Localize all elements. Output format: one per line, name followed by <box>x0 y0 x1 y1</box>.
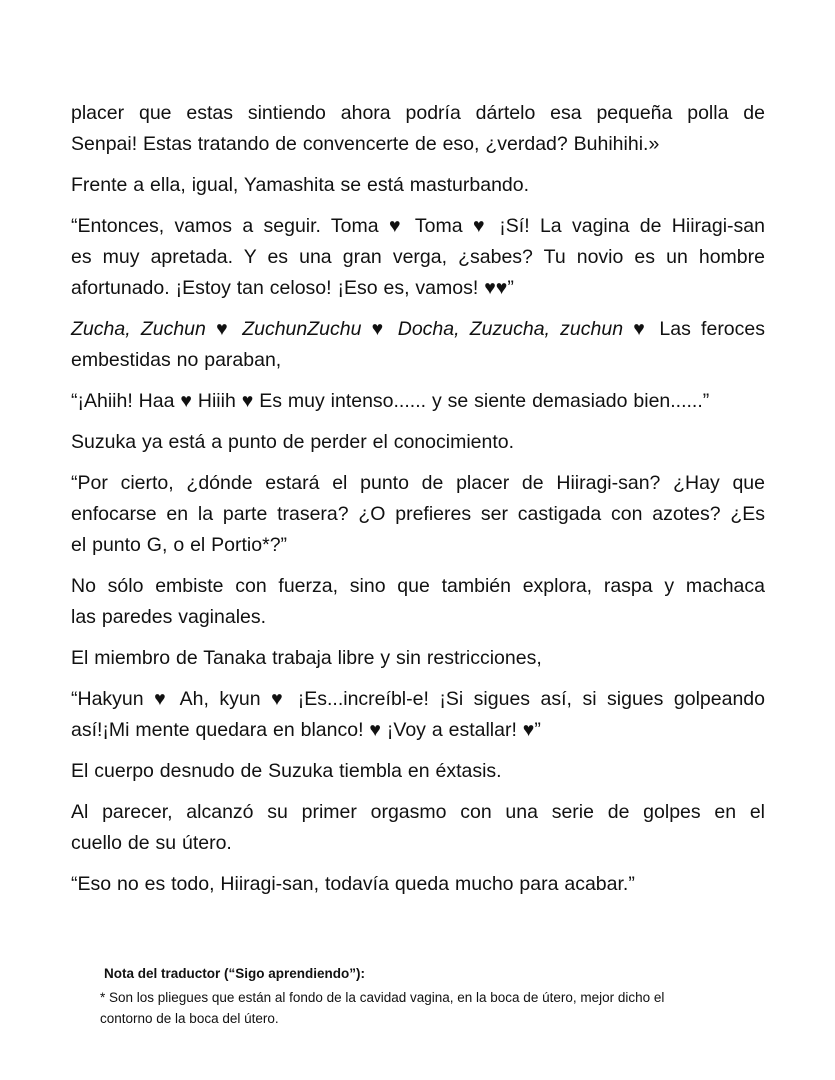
paragraph-line: “Entonces, vamos a seguir. Toma ♥ Toma ♥ ¡Sí! La vagina de Hiiragi-san <box>71 215 765 237</box>
paragraph-3 <box>71 211 765 304</box>
paragraph-line: Al parecer, alcanzó su primer orgasmo con una serie de golpes en el <box>71 801 765 823</box>
paragraph-line: “Hakyun ♥ Ah, kyun ♥ ¡Es...increíbl-e! ¡Si sigues así, si sigues golpeando <box>71 688 765 710</box>
paragraph-line: “¡Ahiih! Haa ♥ Hiiih ♥ Es muy intenso...... y se siente demasiado bien......” <box>71 390 710 412</box>
translator-note-body <box>100 987 740 1029</box>
paragraph-line: “Eso no es todo, Hiiragi-san, todavía queda mucho para acabar.” <box>71 873 635 895</box>
paragraph-6 <box>71 427 765 458</box>
paragraph-line: así!¡Mi mente quedara en blanco! ♥ ¡Voy a estallar! ♥” <box>71 719 541 741</box>
italic-sound-effects: Zucha, Zuchun ♥ ZuchunZuchu ♥ Docha, Zuzucha, zuchun ♥ <box>71 318 650 340</box>
paragraph-line: El cuerpo desnudo de Suzuka tiembla en éxtasis. <box>71 760 502 782</box>
translator-note-line: * Son los pliegues que están al fondo de la cavidad vagina, en la boca de útero, mejor dicho el <box>100 990 665 1005</box>
paragraph-4 <box>71 314 765 376</box>
paragraph-9 <box>71 643 765 674</box>
paragraph-2 <box>71 170 765 201</box>
translator-note-title: Nota del traductor (“Sigo aprendiendo”): <box>104 966 366 981</box>
paragraph-line: es muy apretada. Y es una gran verga, ¿sabes? Tu novio es un hombre <box>71 246 765 268</box>
paragraph-7 <box>71 468 765 561</box>
paragraph-13 <box>71 869 765 900</box>
paragraph-line-tail: Las feroces <box>649 318 765 340</box>
paragraph-line: enfocarse en la parte trasera? ¿O prefieres ser castigada con azotes? ¿Es <box>71 503 765 525</box>
paragraph-line: embestidas no paraban, <box>71 349 282 371</box>
paragraph-line: Senpai! Estas tratando de convencerte de eso, ¿verdad? Buhihihi.» <box>71 133 660 155</box>
paragraph-11 <box>71 756 765 787</box>
paragraph-line: Suzuka ya está a punto de perder el conocimiento. <box>71 431 515 453</box>
translator-note-line: contorno de la boca del útero. <box>100 1011 279 1026</box>
paragraph-line: No sólo embiste con fuerza, sino que también explora, raspa y machaca <box>71 575 765 597</box>
paragraph-1 <box>71 98 765 160</box>
paragraph-line: Frente a ella, igual, Yamashita se está masturbando. <box>71 174 530 196</box>
paragraph-line: el punto G, o el Portio*?” <box>71 534 288 556</box>
document-body <box>71 98 765 910</box>
translator-note <box>100 965 740 1029</box>
paragraph-line: placer que estas sintiendo ahora podría dártelo esa pequeña polla de <box>71 102 765 124</box>
paragraph-10 <box>71 684 765 746</box>
paragraph-line: El miembro de Tanaka trabaja libre y sin restricciones, <box>71 647 542 669</box>
paragraph-line: cuello de su útero. <box>71 832 232 854</box>
paragraph-8 <box>71 571 765 633</box>
paragraph-line: las paredes vaginales. <box>71 606 267 628</box>
paragraph-5 <box>71 386 765 417</box>
paragraph-12 <box>71 797 765 859</box>
paragraph-line: afortunado. ¡Estoy tan celoso! ¡Eso es, vamos! ♥♥” <box>71 277 514 299</box>
paragraph-line-with-italic <box>71 314 765 345</box>
paragraph-line: “Por cierto, ¿dónde estará el punto de placer de Hiiragi-san? ¿Hay que <box>71 472 765 494</box>
